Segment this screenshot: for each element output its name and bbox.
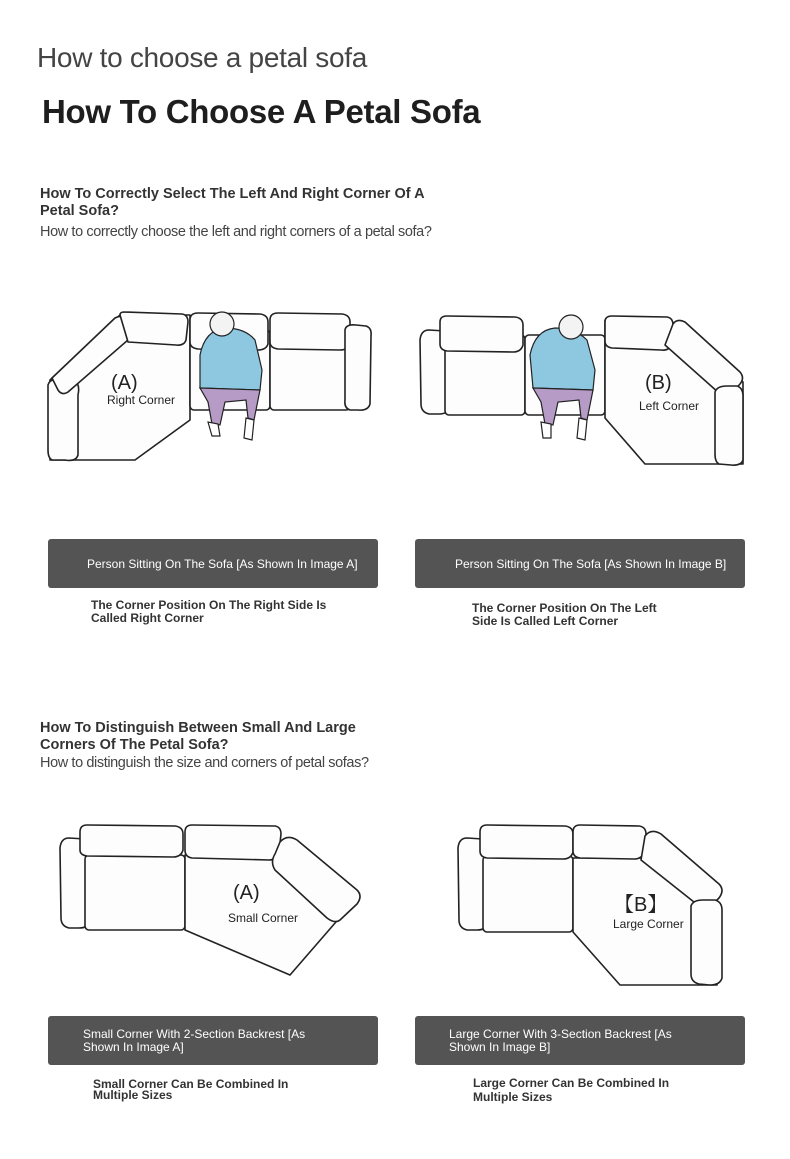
section2-panel-b-corner-label: Large Corner (613, 917, 684, 931)
section1-panel-a-caption: Person Sitting On The Sofa [As Shown In Image A] (87, 556, 358, 571)
section2-panel-a-corner-label: Small Corner (228, 911, 299, 925)
small-corner-sofa-illustration (55, 820, 365, 980)
page-title-light: How to choose a petal sofa (37, 42, 367, 73)
section1-panel-b-corner-label: Left Corner (639, 399, 700, 413)
person-sitting-figure (530, 315, 595, 440)
section2-panel-a-caption-bar (48, 1016, 378, 1065)
section2-panel-b-caption: Large Corner With 3-Section Backrest [As Shown In Image B] (449, 1026, 672, 1054)
section1-subtitle: How to correctly choose the left and right corners of a petal sofa? (40, 224, 432, 240)
section2-panel-b-caption-bar (415, 1016, 745, 1065)
right-corner-sofa-illustration (40, 300, 380, 470)
left-corner-sofa-illustration (415, 300, 755, 470)
large-corner-sofa-illustration (455, 820, 730, 990)
section1-panel-a-corner-label: Right Corner (107, 393, 176, 407)
section1-panel-a-note: The Corner Position On The Right Side Is Called Right Corner (91, 598, 327, 625)
section1-title: How To Correctly Select The Left And Right Corner Of A Petal Sofa? (40, 186, 425, 219)
section2-title: How To Distinguish Between Small And Large Corners Of The Petal Sofa? (40, 720, 356, 753)
section2-panel-a-caption: Small Corner With 2-Section Backrest [As Shown In Image A] (83, 1026, 306, 1054)
section1-panel-b-letter: (B) (645, 372, 672, 394)
section1-panel-b-caption: Person Sitting On The Sofa [As Shown In Image B] (455, 556, 727, 571)
section1-panel-a-letter: (A) (111, 372, 138, 394)
section1-panel-a-caption-bar (48, 539, 378, 588)
page-title: How To Choose A Petal Sofa (42, 93, 481, 130)
section2-subtitle: How to distinguish the size and corners of petal sofas? (40, 755, 369, 771)
section1-panel-b-caption-bar (415, 539, 745, 588)
section2-panel-a-note: Small Corner Can Be Combined In Multiple Sizes (93, 1077, 289, 1102)
section2-panel-b-letter: 【B】 (614, 894, 668, 916)
section1-panel-b-note: The Corner Position On The Left Side Is Called Left Corner (472, 601, 657, 628)
section2-panel-a-letter: (A) (233, 882, 260, 904)
section2-panel-b-note: Large Corner Can Be Combined In Multiple Sizes (473, 1076, 670, 1104)
